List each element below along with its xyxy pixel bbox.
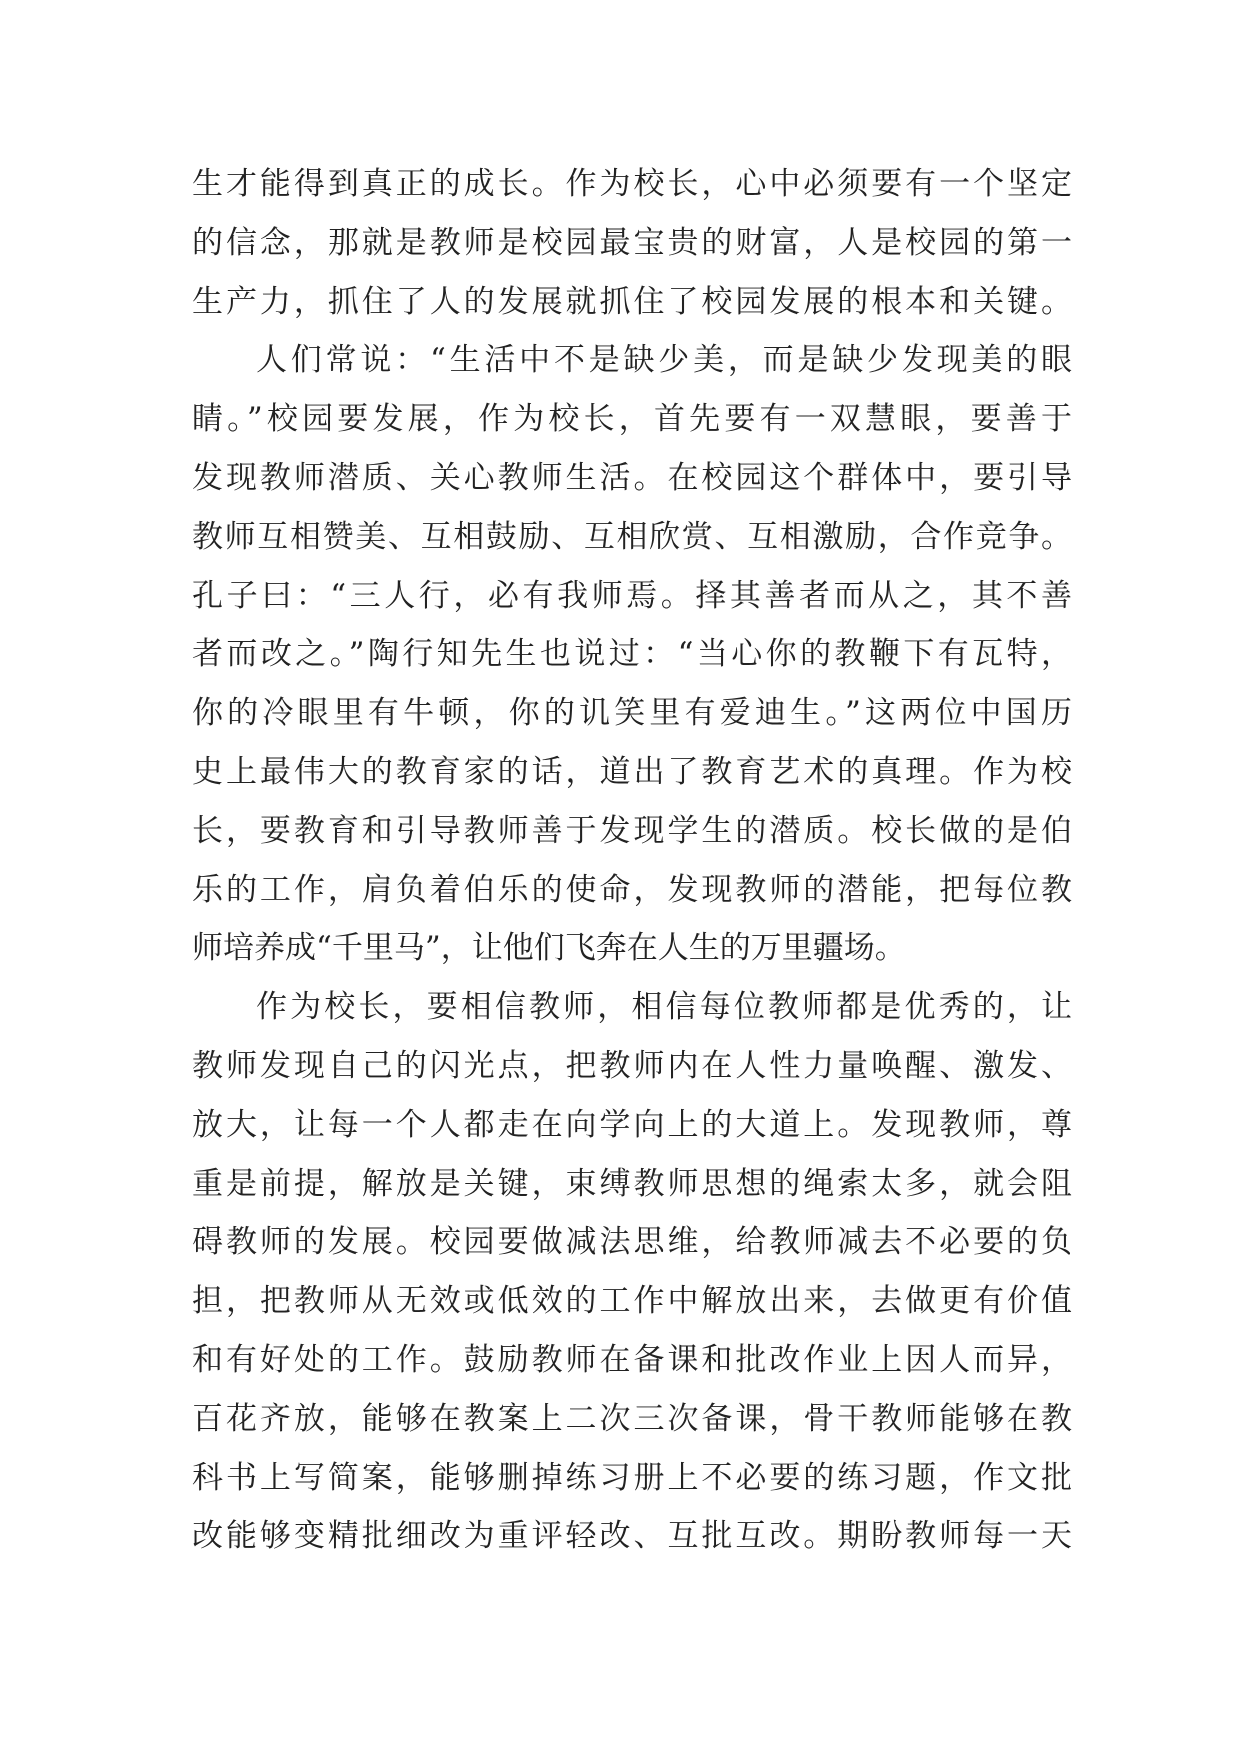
text-line: 教师互相赞美、互相鼓励、互相欣赏、互相激励，合作竞争。 [192, 518, 1072, 555]
text-line: 的信念，那就是教师是校园最宝贵的财富，人是校园的第一 [192, 224, 1072, 261]
body-text [192, 155, 1072, 1566]
text-line: 长，要教育和引导教师善于发现学生的潜质。校长做的是伯 [192, 812, 1072, 849]
text-line: 师培养成“千里马”，让他们飞奔在人生的万里疆场。 [192, 930, 906, 967]
text-line: 者而改之。”陶行知先生也说过：“当心你的教鞭下有瓦特， [192, 636, 1072, 673]
text-line: 乐的工作，肩负着伯乐的使命，发现教师的潜能，把每位教 [192, 871, 1072, 908]
text-line: 史上最伟大的教育家的话，道出了教育艺术的真理。作为校 [192, 753, 1072, 790]
text-line: 百花齐放，能够在教案上二次三次备课，骨干教师能够在教 [192, 1400, 1072, 1437]
text-line: 和有好处的工作。鼓励教师在备课和批改作业上因人而异， [192, 1341, 1072, 1378]
text-line: 改能够变精批细改为重评轻改、互批互改。期盼教师每一天 [192, 1518, 1072, 1555]
text-line: 睛。”校园要发展，作为校长，首先要有一双慧眼，要善于 [192, 401, 1072, 438]
text-line: 生产力，抓住了人的发展就抓住了校园发展的根本和关键。 [192, 283, 1072, 320]
text-line: 放大，让每一个人都走在向学向上的大道上。发现教师，尊 [192, 1106, 1072, 1143]
text-line: 发现教师潜质、关心教师生活。在校园这个群体中，要引导 [192, 459, 1072, 496]
text-line: 你的冷眼里有牛顿，你的讥笑里有爱迪生。”这两位中国历 [192, 695, 1072, 732]
text-line: 作为校长，要相信教师，相信每位教师都是优秀的，让 [256, 989, 1072, 1026]
text-line: 科书上写简案，能够删掉练习册上不必要的练习题，作文批 [192, 1459, 1072, 1496]
text-line: 孔子曰：“三人行，必有我师焉。择其善者而从之，其不善 [192, 577, 1072, 614]
text-line: 碍教师的发展。校园要做减法思维，给教师减去不必要的负 [192, 1224, 1072, 1261]
text-line: 重是前提，解放是关键，束缚教师思想的绳索太多，就会阻 [192, 1165, 1072, 1202]
text-line: 教师发现自己的闪光点，把教师内在人性力量唤醒、激发、 [192, 1047, 1072, 1084]
text-line: 人们常说：“生活中不是缺少美，而是缺少发现美的眼 [256, 342, 1072, 379]
text-line: 生才能得到真正的成长。作为校长，心中必须要有一个坚定 [192, 166, 1072, 202]
text-line: 担，把教师从无效或低效的工作中解放出来，去做更有价值 [192, 1283, 1072, 1320]
